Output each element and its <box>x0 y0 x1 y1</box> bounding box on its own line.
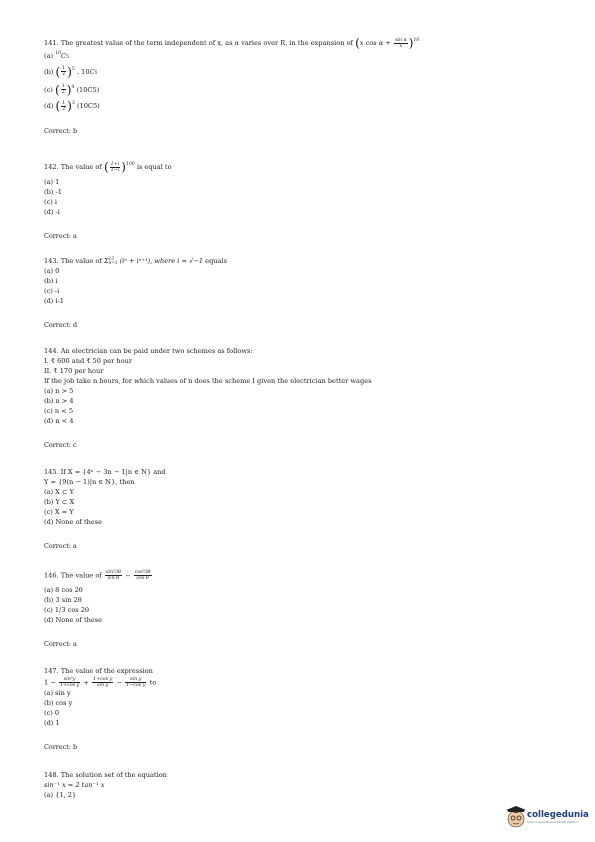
question-144 <box>44 346 564 450</box>
question-146 <box>44 570 564 649</box>
q144-line-2: I. ₹ 600 and ₹ 50 per hour <box>44 357 133 365</box>
q142-answer: Correct: a <box>44 231 77 240</box>
q145-option-a: (a) X ⊂ Y <box>44 488 74 496</box>
q144-line-3: II. ₹ 170 per hour <box>44 367 104 375</box>
question-147 <box>44 666 564 752</box>
q147-option-b: (b) cos y <box>44 699 73 707</box>
q147-option-a: (a) sin y <box>44 689 71 697</box>
question-142-stem: 142. The value of ( $\frac{1+i}{1-i}$ )$^{100}$ is equal to <box>44 160 172 174</box>
q142-option-c: (c) i <box>44 197 58 206</box>
question-148-stem: 148. The solution set of the equation <box>44 771 167 779</box>
q141-option-d: (d) ( $\frac{1}{2}$ )$^3$ (10C5) <box>44 99 100 113</box>
q146-option-a: (a) 8 cos 2θ <box>44 586 83 594</box>
q144-answer: Correct: c <box>44 441 77 449</box>
q141-option-c: (c) ( $\frac{1}{2}$ )$^4$ (10C5) <box>44 82 100 97</box>
q142-option-a: (a) 1 <box>44 177 60 186</box>
question-147-stem: 147. The value of the expression <box>44 667 153 675</box>
question-143 <box>44 256 564 330</box>
q144-line-4: If the job take n hours, for which values of n does the scheme I given the electrician better wages <box>44 377 372 385</box>
q141-option-b: (b) ( $\frac{1}{2}$ )$^5$ . 10C5 <box>44 64 98 79</box>
q143-option-c: (c) -i <box>44 287 60 295</box>
mascot-icon <box>505 806 527 830</box>
q148-equation: sin⁻¹ x = 2 tan⁻¹ x <box>44 781 105 789</box>
question-146-stem: 146. The value of $\frac{\text{sin³3θ}}{\text{sin θ}}$ − $\frac{\text{cos³3θ}}{\text{cos θ}}$ <box>44 570 151 581</box>
q145-answer: Correct: a <box>44 542 77 550</box>
q147-option-d: (d) 1 <box>44 719 60 727</box>
q145-line-1: 145. If X = {4ⁿ − 3n − 1|n ∈ N} and <box>44 468 166 476</box>
q141-expression: (x cos α + $\frac{\text{sin α}}{x}$ )$^{10}$ <box>355 36 420 50</box>
q144-option-a: (a) n > 5 <box>44 387 74 395</box>
q143-option-a: (a) 0 <box>44 267 60 275</box>
q146-option-b: (b) 3 sin 2θ <box>44 596 82 604</box>
q145-option-d: (d) None of these <box>44 518 103 526</box>
q145-line-2: Y = {9(n − 1)|n ∈ N}, then <box>44 478 135 486</box>
q147-answer: Correct: b <box>44 743 78 751</box>
q146-option-d: (d) None of these <box>44 616 103 624</box>
q146-option-c: (c) 1/3 cos 2θ <box>44 606 89 614</box>
collegedunia-logo <box>505 806 591 832</box>
q146-answer: Correct: a <box>44 640 77 648</box>
q147-expression: 1 − $\frac{\text{sin²y}}{\text{1+cos y}}$ + $\frac{\text{1+cos y}}{\text{sin y}}$ − $\frac{\text{sin y}}{\text{1−cos y}}$ to <box>44 677 157 688</box>
q143-option-b: (b) i <box>44 277 58 285</box>
question-148 <box>44 770 564 800</box>
q144-option-d: (d) n < 4 <box>44 417 74 425</box>
q144-option-c: (c) n < 5 <box>44 407 74 415</box>
q142-option-d: (d) -i <box>44 207 60 216</box>
question-145 <box>44 467 564 551</box>
question-141-stem: 141. The greatest value of the term independent of x, as α varies over R, in the expansion of (x cos α + $\frac{\text{sin α}}{x}$ )$^{10}$ <box>44 36 420 50</box>
q144-option-b: (b) n > 4 <box>44 397 74 405</box>
q141-answer: Correct: b <box>44 126 78 135</box>
q145-option-b: (b) Y ⊂ X <box>44 498 75 506</box>
logo-name: collegedunia <box>527 810 589 820</box>
question-143-stem: 143. The value of Σ 13 n=1 (iⁿ + iⁿ⁺¹), where i = √−1 equals <box>44 255 227 265</box>
q141-option-a: (a) $^{10}$C5 <box>44 50 70 60</box>
q143-option-d: (d) i-1 <box>44 297 64 305</box>
question-141 <box>44 36 564 136</box>
q147-option-c: (c) 0 <box>44 709 60 717</box>
logo-tagline: India's largest Student Review Platform <box>527 821 579 824</box>
q143-answer: Correct: d <box>44 321 78 329</box>
q148-option-a: (a) {1, 2} <box>44 791 77 799</box>
q142-option-b: (b) -1 <box>44 187 62 196</box>
question-142 <box>44 160 564 241</box>
q144-line-1: 144. An electrician can be paid under two schemes as follows: <box>44 347 253 355</box>
q145-option-c: (c) X = Y <box>44 508 74 516</box>
